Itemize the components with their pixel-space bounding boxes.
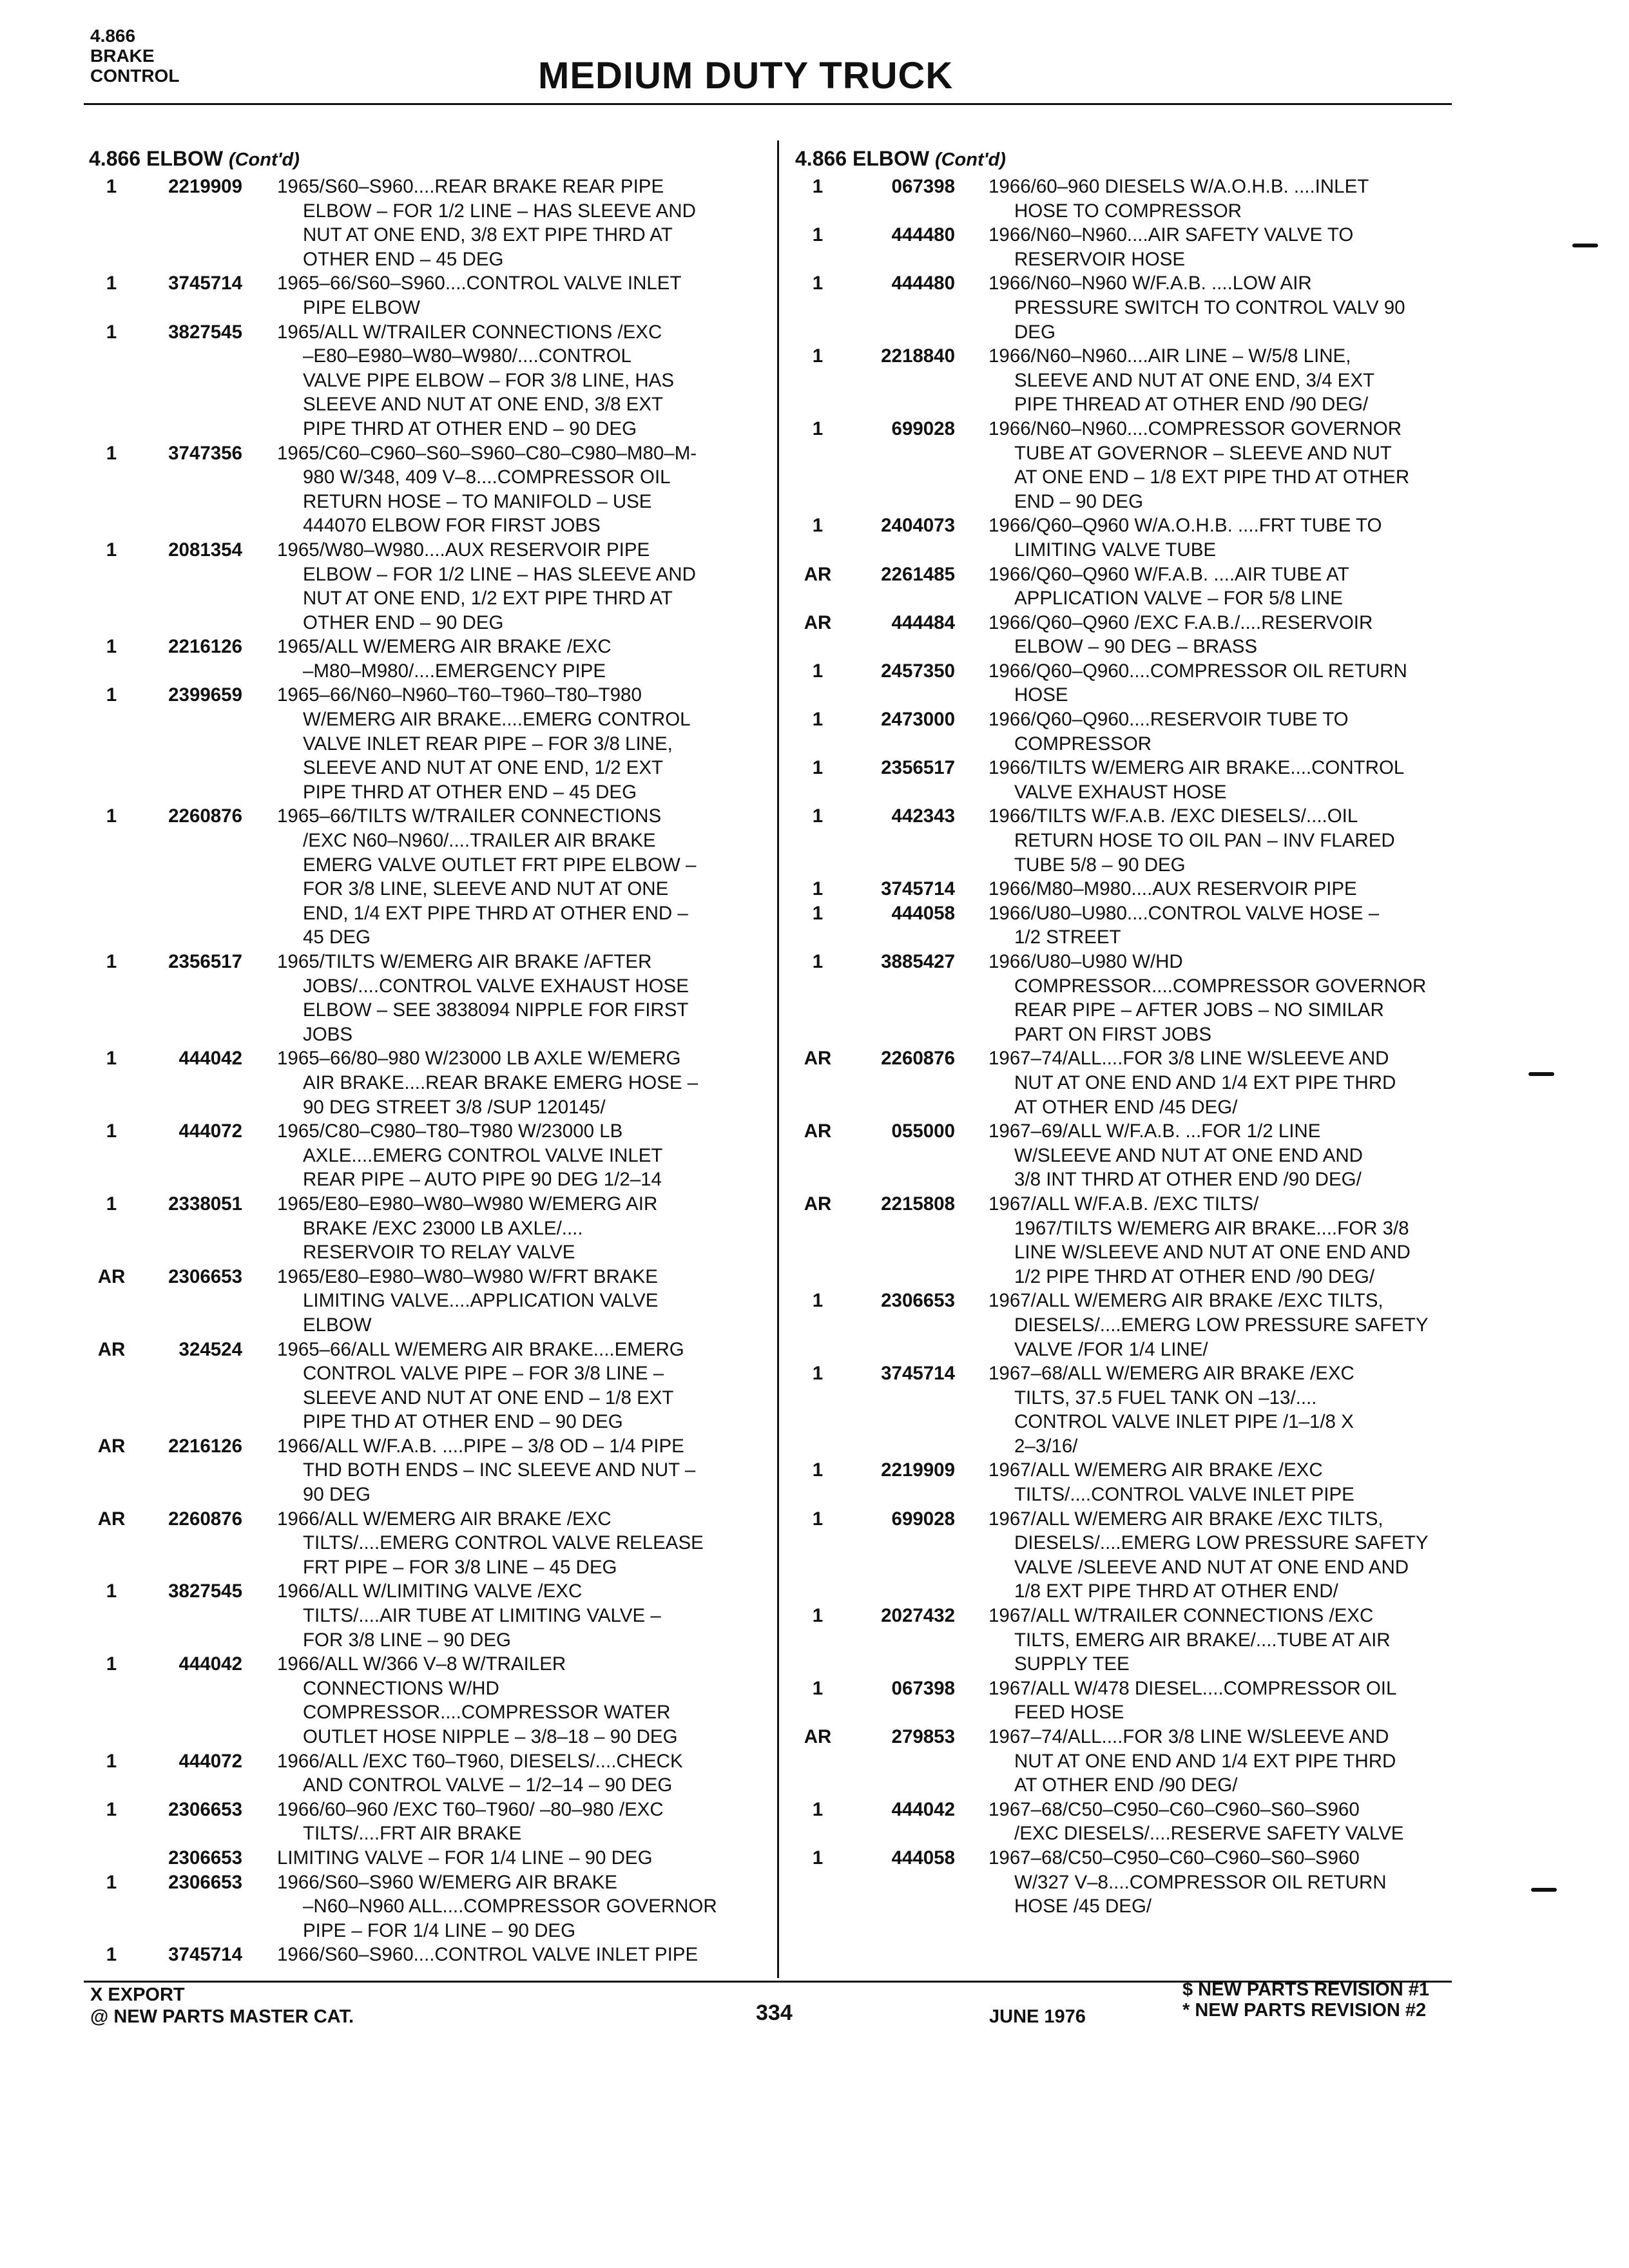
- entry-part-number: 324524: [178, 1338, 242, 1360]
- entry-description: 1967–68/ALL W/EMERG AIR BRAKE /EXC TILTS, 37.5 FUEL TANK ON –13/.... CONTROL VALVE INLET PIPE /1–1/8 X 2–3/16/: [988, 1363, 1354, 1457]
- entry-quantity: 1: [106, 951, 117, 972]
- entry-description: 1967/ALL W/TRAILER CONNECTIONS /EXC TILTS, EMERG AIR BRAKE/....TUBE AT AIR SUPPLY TEE: [988, 1605, 1391, 1675]
- parts-entry: [89, 1749, 759, 1798]
- parts-entry: [795, 1361, 1465, 1458]
- entry-description: 1965/W80–W980....AUX RESERVOIR PIPE ELBOW – FOR 1/2 LINE – HAS SLEEVE AND NUT AT ONE END, 1/2 EXT PIPE THRD AT OTHER END – 90 DEG: [277, 539, 696, 633]
- entry-part-number: 2216126: [168, 636, 242, 658]
- parts-entry: [795, 344, 1465, 417]
- entry-part-number: 444042: [891, 1798, 955, 1820]
- parts-entry: [89, 1338, 759, 1434]
- entry-quantity: 1: [106, 1581, 117, 1602]
- entry-quantity: 1: [812, 515, 824, 537]
- entry-part-number: 2457350: [881, 660, 955, 682]
- parts-entry: [795, 1289, 1465, 1361]
- entry-quantity: 1: [106, 176, 117, 197]
- entry-part-number: 2260876: [881, 1048, 955, 1070]
- right-section-title-text: 4.866 ELBOW: [795, 147, 930, 170]
- entry-description: 1965/S60–S960....REAR BRAKE REAR PIPE ELBOW – FOR 1/2 LINE – HAS SLEEVE AND NUT AT ONE END, 3/8 EXT PIPE THRD AT OTHER END – 45 DEG: [277, 176, 696, 270]
- entry-quantity: AR: [804, 1726, 832, 1747]
- entry-quantity: 1: [106, 1750, 117, 1772]
- section-name-line-1: BRAKE: [90, 46, 155, 66]
- entry-description: 1967–68/C50–C950–C60–C960–S60–S960 /EXC DIESELS/....RESERVE SAFETY VALVE: [988, 1798, 1404, 1845]
- entry-description: 1967/ALL W/EMERG AIR BRAKE /EXC TILTS, DIESELS/....EMERG LOW PRESSURE SAFETY VALVE /FOR 1/4 LINE/: [988, 1290, 1429, 1360]
- entry-quantity: 1: [812, 1290, 824, 1312]
- entry-quantity: 1: [812, 902, 824, 924]
- entry-description: 1967–69/ALL W/F.A.B. ...FOR 1/2 LINE W/SLEEVE AND NUT AT ONE END AND 3/8 INT THRD AT OTHER END /90 DEG/: [988, 1120, 1363, 1191]
- entry-quantity: 1: [812, 1677, 824, 1699]
- entry-description: 1966/TILTS W/EMERG AIR BRAKE....CONTROL VALVE EXHAUST HOSE: [988, 757, 1405, 803]
- page-number: 334: [756, 2001, 793, 2025]
- parts-entry: [89, 320, 759, 441]
- parts-entry: [89, 1652, 759, 1749]
- parts-entry: [89, 950, 759, 1046]
- parts-entry: [795, 1458, 1465, 1506]
- entry-quantity: 1: [812, 1508, 824, 1530]
- parts-entry: [89, 1119, 759, 1192]
- entry-part-number: 2261485: [881, 563, 955, 585]
- footer-export-note: X EXPORT: [90, 1984, 185, 2005]
- entry-description: 1966/Q60–Q960....COMPRESSOR OIL RETURN HOSE: [988, 660, 1407, 706]
- parts-entry: [795, 1798, 1465, 1846]
- parts-entry: [89, 1870, 759, 1943]
- margin-mark: [1572, 244, 1598, 247]
- margin-mark: [1531, 1888, 1557, 1892]
- entry-quantity: 1: [812, 709, 824, 731]
- entry-part-number: 2216126: [168, 1435, 242, 1457]
- entry-quantity: AR: [804, 1048, 832, 1070]
- footer-revision-2: * NEW PARTS REVISION #2: [1182, 2000, 1427, 2021]
- entry-description: 1966/N60–N960....AIR LINE – W/5/8 LINE, SLEEVE AND NUT AT ONE END, 3/4 EXT PIPE THREAD AT OTHER END /90 DEG/: [988, 345, 1375, 416]
- entry-description: 1966/S60–S960 W/EMERG AIR BRAKE –N60–N960 ALL....COMPRESSOR GOVERNOR PIPE – FOR 1/4 LINE – 90 DEG: [277, 1871, 717, 1941]
- entry-description: 1965–66/TILTS W/TRAILER CONNECTIONS /EXC N60–N960/....TRAILER AIR BRAKE EMERG VALVE OUTLET FRT PIPE ELBOW – FOR 3/8 LINE, SLEEVE AND NUT AT ONE END, 1/4 EXT PIPE THRD AT OTHER END – 45 DEG: [277, 805, 697, 948]
- parts-entry: [89, 1192, 759, 1265]
- entry-quantity: 1: [812, 878, 824, 900]
- entry-description: 1965–66/80–980 W/23000 LB AXLE W/EMERG AIR BRAKE....REAR BRAKE EMERG HOSE – 90 DEG STREET 3/8 /SUP 120145/: [277, 1048, 699, 1118]
- footer-date: JUNE 1976: [989, 2006, 1086, 2027]
- section-name-line-2: CONTROL: [90, 66, 180, 86]
- entry-description: 1966/ALL W/F.A.B. ....PIPE – 3/8 OD – 1/4 PIPE THD BOTH ENDS – INC SLEEVE AND NUT – 90 DEG: [277, 1435, 696, 1506]
- footer-revision-1: $ NEW PARTS REVISION #1: [1182, 1979, 1429, 2000]
- parts-entry: [795, 1725, 1465, 1798]
- parts-entry: [795, 901, 1465, 950]
- entry-part-number: 2473000: [881, 709, 955, 731]
- section-number: 4.866: [90, 26, 136, 46]
- entry-description: 1965–66/ALL W/EMERG AIR BRAKE....EMERG CONTROL VALVE PIPE – FOR 3/8 LINE – SLEEVE AND NUT AT ONE END – 1/8 EXT PIPE THD AT OTHER END – 90 DEG: [277, 1338, 684, 1433]
- entry-quantity: 1: [812, 660, 824, 682]
- entry-part-number: 2306653: [168, 1798, 242, 1820]
- entry-description: 1966/ALL W/LIMITING VALVE /EXC TILTS/....AIR TUBE AT LIMITING VALVE – FOR 3/8 LINE – 90 DEG: [277, 1581, 661, 1651]
- parts-entry: [795, 1846, 1465, 1919]
- left-section-title-text: 4.866 ELBOW: [89, 147, 224, 170]
- entry-part-number: 3745714: [168, 273, 242, 294]
- entry-description: 1967–68/C50–C950–C60–C960–S60–S960 W/327 V–8....COMPRESSOR OIL RETURN HOSE /45 DEG/: [988, 1847, 1387, 1917]
- entry-part-number: 2081354: [168, 539, 242, 561]
- entry-description: 1965–66/N60–N960–T60–T960–T80–T980 W/EMERG AIR BRAKE....EMERG CONTROL VALVE INLET REAR PIPE – FOR 3/8 LINE, SLEEVE AND NUT AT ONE END, 1/2 EXT PIPE THRD AT OTHER END – 45 DEG: [277, 684, 691, 803]
- entry-quantity: 1: [812, 345, 824, 367]
- parts-entry: [795, 1119, 1465, 1192]
- entry-description: 1966/ALL W/EMERG AIR BRAKE /EXC TILTS/....EMERG CONTROL VALVE RELEASE FRT PIPE – FOR 3/8 LINE – 45 DEG: [277, 1508, 704, 1578]
- entry-quantity: 1: [106, 321, 117, 343]
- entry-part-number: 2260876: [168, 805, 242, 827]
- parts-entry: [89, 175, 759, 271]
- entry-quantity: 1: [812, 1798, 824, 1820]
- entry-part-number: 444042: [178, 1653, 242, 1675]
- entry-part-number: 3745714: [881, 1363, 955, 1385]
- parts-entry: [795, 562, 1465, 611]
- entry-quantity: AR: [97, 1435, 126, 1457]
- section-heading: [90, 26, 179, 86]
- entry-part-number: 2306653: [168, 1265, 242, 1287]
- parts-entry: [89, 1943, 759, 1967]
- entry-description: 1965/C60–C960–S60–S960–C80–C980–M80–M- 980 W/348, 409 V–8....COMPRESSOR OIL RETURN HOSE – TO MANIFOLD – USE 444070 ELBOW FOR FIRST JOBS: [277, 442, 697, 537]
- right-section-title: [795, 145, 1465, 175]
- entry-part-number: 444480: [891, 224, 955, 246]
- parts-entry: [89, 1046, 759, 1119]
- margin-mark: [1528, 1072, 1554, 1076]
- entry-part-number: 3745714: [168, 1944, 242, 1966]
- parts-entry: [795, 1507, 1465, 1604]
- parts-entry: [795, 271, 1465, 344]
- entry-description: 1967/ALL W/EMERG AIR BRAKE /EXC TILTS, DIESELS/....EMERG LOW PRESSURE SAFETY VALVE /SLEEVE AND NUT AT ONE END AND 1/8 EXT PIPE THRD AT OTHER END/: [988, 1508, 1429, 1602]
- entry-description: 1966/60–960 DIESELS W/A.O.H.B. ....INLET HOSE TO COMPRESSOR: [988, 176, 1369, 222]
- entry-part-number: 067398: [891, 1677, 955, 1699]
- entry-description: 1966/TILTS W/F.A.B. /EXC DIESELS/....OIL RETURN HOSE TO OIL PAN – INV FLARED TUBE 5/8 – 90 DEG: [988, 805, 1395, 876]
- entry-quantity: 1: [812, 1847, 824, 1869]
- entry-part-number: 3745714: [881, 878, 955, 900]
- entry-quantity: AR: [804, 1120, 832, 1142]
- entry-part-number: 2338051: [168, 1193, 242, 1215]
- parts-entry: [795, 877, 1465, 901]
- entry-part-number: 444480: [891, 273, 955, 294]
- entry-description: 1967–74/ALL....FOR 3/8 LINE W/SLEEVE AND NUT AT ONE END AND 1/4 EXT PIPE THRD AT OTHER END /45 DEG/: [988, 1048, 1396, 1118]
- entry-quantity: 1: [812, 1605, 824, 1627]
- entry-description: 1966/Q60–Q960....RESERVOIR TUBE TO COMPRESSOR: [988, 709, 1349, 754]
- parts-entry: [795, 1604, 1465, 1677]
- entry-quantity: 1: [106, 442, 117, 464]
- entry-quantity: AR: [97, 1338, 126, 1360]
- entry-description: 1966/M80–M980....AUX RESERVOIR PIPE: [988, 878, 1357, 900]
- parts-entry: [89, 1579, 759, 1652]
- entry-description: 1966/Q60–Q960 W/A.O.H.B. ....FRT TUBE TO LIMITING VALVE TUBE: [988, 515, 1382, 561]
- entry-part-number: 055000: [891, 1120, 955, 1142]
- entry-quantity: 1: [812, 273, 824, 294]
- entry-description: 1967–74/ALL....FOR 3/8 LINE W/SLEEVE AND NUT AT ONE END AND 1/4 EXT PIPE THRD AT OTHER END /90 DEG/: [988, 1726, 1396, 1796]
- entry-part-number: 3827545: [168, 321, 242, 343]
- column-divider: [777, 140, 779, 1978]
- entry-quantity: 1: [106, 1653, 117, 1675]
- parts-entry: [795, 950, 1465, 1046]
- entry-description: 1966/N60–N960 W/F.A.B. ....LOW AIR PRESSURE SWITCH TO CONTROL VALV 90 DEG: [988, 273, 1405, 343]
- entry-quantity: 1: [106, 636, 117, 658]
- page-title: MEDIUM DUTY TRUCK: [538, 55, 954, 97]
- entry-part-number: 3827545: [168, 1581, 242, 1602]
- entry-part-number: 2218840: [881, 345, 955, 367]
- entry-part-number: 2260876: [168, 1508, 242, 1530]
- entry-quantity: 1: [812, 224, 824, 246]
- parts-entry: [795, 223, 1465, 271]
- parts-entry: [89, 1434, 759, 1507]
- entry-description: 1966/ALL /EXC T60–T960, DIESELS/....CHECK AND CONTROL VALVE – 1/2–14 – 90 DEG: [277, 1750, 683, 1796]
- entry-part-number: 2219909: [881, 1459, 955, 1481]
- entry-description: 1965/E80–E980–W80–W980 W/FRT BRAKE LIMITING VALVE....APPLICATION VALVE ELBOW: [277, 1265, 659, 1336]
- entry-quantity: 1: [106, 805, 117, 827]
- entry-description: 1965–66/S60–S960....CONTROL VALVE INLET PIPE ELBOW: [277, 273, 682, 318]
- entry-quantity: 1: [106, 1048, 117, 1070]
- parts-entry: [795, 1192, 1465, 1289]
- entry-quantity: 1: [106, 1944, 117, 1966]
- footer-master-note: @ NEW PARTS MASTER CAT.: [90, 2006, 354, 2027]
- parts-entry: [89, 1798, 759, 1846]
- parts-entry: [795, 804, 1465, 877]
- entry-part-number: 2356517: [881, 757, 955, 779]
- entry-quantity: 1: [106, 539, 117, 561]
- entry-description: 1966/S60–S960....CONTROL VALVE INLET PIPE: [277, 1944, 699, 1966]
- entry-description: 1965/E80–E980–W80–W980 W/EMERG AIR BRAKE /EXC 23000 LB AXLE/.... RESERVOIR TO RELAY VALVE: [277, 1193, 658, 1264]
- entry-part-number: 699028: [891, 418, 955, 439]
- parts-entry: [89, 1507, 759, 1580]
- entry-part-number: 2399659: [168, 684, 242, 706]
- entry-part-number: 2215808: [881, 1193, 955, 1215]
- entry-part-number: 2219909: [168, 176, 242, 197]
- entry-part-number: 444042: [178, 1048, 242, 1070]
- entry-quantity: AR: [804, 611, 832, 633]
- parts-entry: [795, 1677, 1465, 1725]
- entry-part-number: 442343: [891, 805, 955, 827]
- entry-quantity: AR: [97, 1508, 126, 1530]
- entry-part-number: 3885427: [881, 951, 955, 972]
- entry-description: 1966/ALL W/366 V–8 W/TRAILER CONNECTIONS W/HD COMPRESSOR....COMPRESSOR WATER OUTLET HOSE NIPPLE – 3/8–18 – 90 DEG: [277, 1653, 678, 1747]
- entry-quantity: 1: [106, 1871, 117, 1893]
- entry-part-number: 279853: [891, 1726, 955, 1747]
- parts-entry: [795, 756, 1465, 804]
- entry-part-number: 2306653: [881, 1290, 955, 1312]
- entry-description: 1966/N60–N960....AIR SAFETY VALVE TO RESERVOIR HOSE: [988, 224, 1354, 270]
- entry-quantity: 1: [812, 757, 824, 779]
- entry-quantity: 1: [812, 1363, 824, 1385]
- parts-entry: [89, 804, 759, 950]
- parts-entry: [89, 635, 759, 683]
- entry-quantity: 1: [106, 684, 117, 706]
- entry-quantity: AR: [97, 1265, 126, 1287]
- entry-part-number: 444484: [891, 611, 955, 633]
- right-section-title-suffix: (Cont'd): [934, 149, 1006, 170]
- entry-quantity: AR: [804, 1193, 832, 1215]
- entry-description: 1966/Q60–Q960 /EXC F.A.B./....RESERVOIR ELBOW – 90 DEG – BRASS: [988, 611, 1373, 658]
- entry-quantity: 1: [812, 1459, 824, 1481]
- entry-part-number: 2306653: [168, 1871, 242, 1893]
- entry-part-number: 2404073: [881, 515, 955, 537]
- entry-quantity: 1: [106, 1798, 117, 1820]
- parts-entry: [89, 271, 759, 320]
- entry-quantity: AR: [804, 563, 832, 585]
- left-section-title-suffix: (Cont'd): [228, 149, 300, 170]
- entry-part-number: 444058: [891, 1847, 955, 1869]
- entry-description: 1967/ALL W/478 DIESEL....COMPRESSOR OIL FEED HOSE: [988, 1677, 1397, 1724]
- parts-entry: [89, 1265, 759, 1338]
- entry-quantity: 1: [812, 418, 824, 439]
- parts-entry: [795, 514, 1465, 562]
- entry-description: 1966/N60–N960....COMPRESSOR GOVERNOR TUBE AT GOVERNOR – SLEEVE AND NUT AT ONE END – 1/8 EXT PIPE THD AT OTHER END – 90 DEG: [988, 418, 1410, 512]
- entry-description: 1965/TILTS W/EMERG AIR BRAKE /AFTER JOBS/....CONTROL VALVE EXHAUST HOSE ELBOW – SEE 3838094 NIPPLE FOR FIRST JOBS: [277, 951, 689, 1045]
- entry-part-number: 2027432: [881, 1605, 955, 1627]
- left-section-title: [89, 145, 759, 175]
- entry-part-number: 444072: [178, 1750, 242, 1772]
- entry-part-number: 2356517: [168, 951, 242, 972]
- entry-description: 1966/U80–U980 W/HD COMPRESSOR....COMPRESSOR GOVERNOR REAR PIPE – AFTER JOBS – NO SIMILAR PART ON FIRST JOBS: [988, 951, 1427, 1045]
- left-column: [89, 145, 759, 1967]
- entry-part-number: 2306653: [168, 1847, 242, 1869]
- parts-entry: [795, 1046, 1465, 1119]
- parts-entry: [89, 683, 759, 804]
- parts-entry: [795, 659, 1465, 707]
- entry-description: 1966/U80–U980....CONTROL VALVE HOSE – 1/2 STREET: [988, 902, 1380, 948]
- header-rule: [84, 103, 1452, 105]
- parts-entry: [795, 611, 1465, 659]
- entry-description: 1965/ALL W/EMERG AIR BRAKE /EXC –M80–M980/....EMERGENCY PIPE: [277, 636, 612, 682]
- entry-description: 1966/Q60–Q960 W/F.A.B. ....AIR TUBE AT APPLICATION VALVE – FOR 5/8 LINE: [988, 563, 1349, 610]
- entry-part-number: 699028: [891, 1508, 955, 1530]
- right-column: [795, 145, 1465, 1919]
- entry-part-number: 3747356: [168, 442, 242, 464]
- entry-description: 1965/ALL W/TRAILER CONNECTIONS /EXC –E80–E980–W80–W980/....CONTROL VALVE PIPE ELBOW – FOR 3/8 LINE, HAS SLEEVE AND NUT AT ONE END, 3/8 EXT PIPE THRD AT OTHER END – 90 DEG: [277, 321, 674, 439]
- entry-description: 1967/ALL W/F.A.B. /EXC TILTS/ 1967/TILTS W/EMERG AIR BRAKE....FOR 3/8 LINE W/SLEEVE AND NUT AT ONE END AND 1/2 PIPE THRD AT OTHER END /90 DEG/: [988, 1193, 1411, 1287]
- parts-entry: [795, 417, 1465, 514]
- entry-part-number: 067398: [891, 176, 955, 197]
- entry-quantity: 1: [106, 1120, 117, 1142]
- entry-part-number: 444072: [178, 1120, 242, 1142]
- entry-description: LIMITING VALVE – FOR 1/4 LINE – 90 DEG: [277, 1847, 653, 1869]
- entry-quantity: 1: [106, 1193, 117, 1215]
- entry-description: 1967/ALL W/EMERG AIR BRAKE /EXC TILTS/....CONTROL VALVE INLET PIPE: [988, 1459, 1354, 1506]
- parts-entry: [795, 175, 1465, 223]
- entry-quantity: 1: [812, 176, 824, 197]
- entry-quantity: 1: [812, 951, 824, 972]
- parts-entry: [795, 707, 1465, 756]
- entry-quantity: 1: [106, 273, 117, 294]
- entry-description: 1966/60–960 /EXC T60–T960/ –80–980 /EXC TILTS/....FRT AIR BRAKE: [277, 1798, 664, 1845]
- entry-quantity: 1: [812, 805, 824, 827]
- entry-description: 1965/C80–C980–T80–T980 W/23000 LB AXLE....EMERG CONTROL VALVE INLET REAR PIPE – AUTO PIPE 90 DEG 1/2–14: [277, 1120, 663, 1191]
- parts-entry: [89, 441, 759, 538]
- entry-part-number: 444058: [891, 902, 955, 924]
- parts-entry: [89, 538, 759, 635]
- parts-entry: [89, 1846, 759, 1870]
